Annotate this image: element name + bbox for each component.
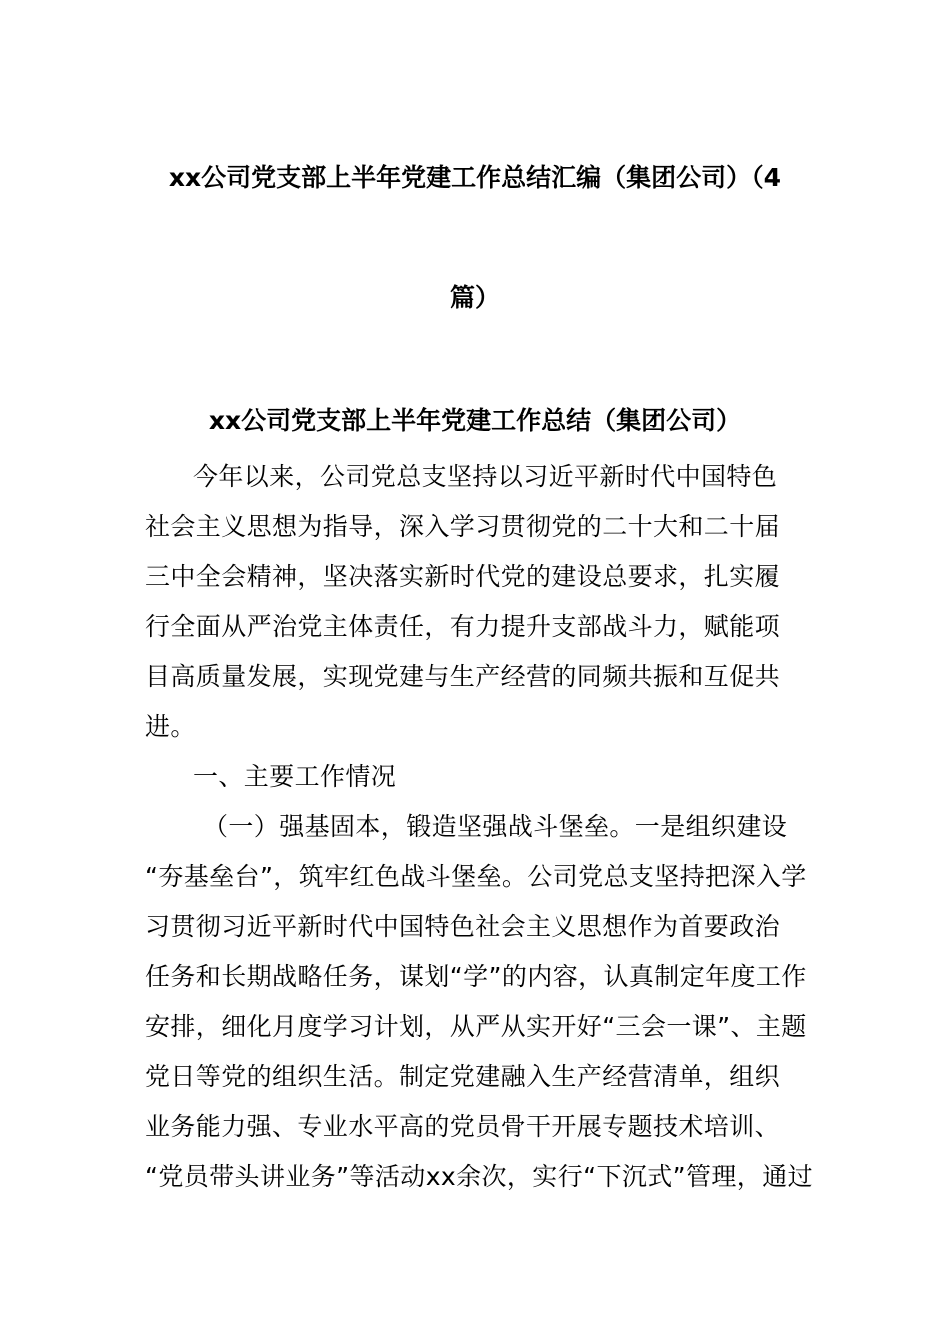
paragraph-1-line: 行全面从严治党主体责任，有力提升支部战斗力，赋能项 [145, 612, 781, 641]
paragraph-2-line: 习贯彻习近平新时代中国特色社会主义思想作为首要政治 [145, 912, 781, 941]
paragraph-1-line: 三中全会精神，坚决落实新时代党的建设总要求，扎实履 [145, 562, 781, 591]
document-body [145, 452, 813, 1202]
paragraph-1-line: 进。 [145, 712, 196, 741]
section-heading: 一、主要工作情况 [193, 762, 397, 791]
paragraph-2-line: 业务能力强、专业水平高的党员骨干开展专题技术培训、 [145, 1112, 781, 1141]
paragraph-2-line: （一）强基固本，锻造坚强战斗堡垒。一是组织建设 [203, 812, 788, 841]
paragraph-1-line: 社会主义思想为指导，深入学习贯彻党的二十大和二十届 [145, 512, 781, 541]
paragraph-2-line: 任务和长期战略任务，谋划“学”的内容，认真制定年度工作 [145, 962, 807, 991]
article-subtitle: xx公司党支部上半年党建工作总结（集团公司） [208, 406, 742, 435]
document-title-line-1: xx公司党支部上半年党建工作总结汇编（集团公司）（4 [168, 163, 782, 192]
paragraph-2-line: “党员带头讲业务”等活动xx余次，实行“下沉式”管理，通过 [145, 1162, 813, 1191]
paragraph-1-line: 目高质量发展，实现党建与生产经营的同频共振和互促共 [145, 662, 781, 691]
paragraph-2-line: 安排，细化月度学习计划，从严从实开好“三会一课”、主题 [145, 1012, 807, 1041]
document-title-line-2: 篇） [449, 283, 500, 312]
paragraph-2-line: 党日等党的组织生活。制定党建融入生产经营清单，组织 [145, 1062, 781, 1091]
paragraph-1-line: 今年以来，公司党总支坚持以习近平新时代中国特色 [193, 462, 778, 491]
paragraph-2-line: “夯基垒台”，筑牢红色战斗堡垒。公司党总支坚持把深入学 [145, 862, 807, 891]
